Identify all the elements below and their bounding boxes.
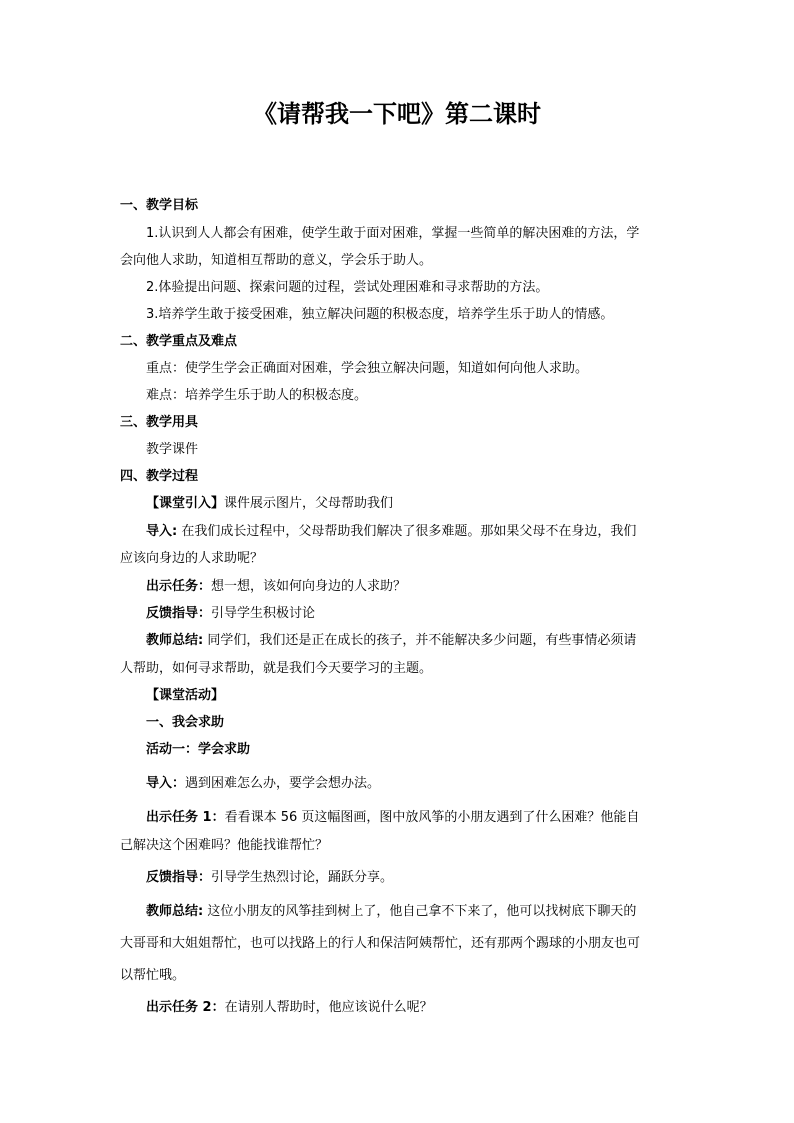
task2-text: 在请别人帮助时，他应该说什么呢？: [224, 1000, 433, 1015]
difficult-point: 难点：培养学生乐于助人的积极态度。: [146, 388, 368, 403]
goal-1: 1.认识到人人都会有困难，使学生敢于面对困难，掌握一些简单的解决困难的方法，学: [146, 226, 640, 241]
task1-cont: 己解决这个困难吗？他能找谁帮忙？: [120, 838, 329, 853]
feedback-line: [146, 602, 706, 621]
feedback2-label: 反馈指导：: [146, 870, 212, 885]
summary2-label: 教师总结:: [146, 904, 204, 919]
task-label: 出示任务：: [146, 579, 212, 594]
summary2-cont2: 以帮忙哦。: [120, 968, 186, 983]
lead2-label: 导入：: [146, 776, 186, 791]
section-heading-key-points: 二、教学重点及难点: [120, 334, 238, 349]
page-title: 《请帮我一下吧》第二课时: [253, 99, 541, 128]
intro-label: 【课堂引入】: [146, 496, 225, 511]
summary-text: 同学们，我们还是正在成长的孩子，并不能解决多少问题，有些事情必须请: [207, 633, 637, 648]
goal-3: 3.培养学生敢于接受困难，独立解决问题的积极态度，培养学生乐于助人的情感。: [146, 307, 614, 322]
task2-line: [146, 996, 706, 1015]
activity-heading: 【课堂活动】: [146, 688, 225, 703]
summary-cont: 人帮助，如何寻求帮助，就是我们今天要学习的主题。: [120, 661, 433, 676]
intro-line: [146, 492, 706, 511]
lead-text: 在我们成长过程中，父母帮助我们解决了很多难题。那如果父母不在身边，我们: [181, 524, 637, 539]
task-line: [146, 575, 706, 594]
activity-subheading: 一、我会求助: [146, 715, 225, 730]
feedback2-line: [146, 866, 706, 885]
summary-label: 教师总结:: [146, 633, 204, 648]
lead2-text: 遇到困难怎么办，要学会想办法。: [185, 776, 381, 791]
activity-one: 活动一：学会求助: [146, 742, 251, 757]
feedback-text: 引导学生积极讨论: [211, 606, 316, 621]
goal-2: 2.体验提出问题、探索问题的过程，尝试处理困难和寻求帮助的方法。: [146, 280, 549, 295]
section-heading-process: 四、教学过程: [120, 469, 199, 484]
summary2-line: [146, 900, 706, 919]
task-text: 想一想，该如何向身边的人求助？: [211, 579, 407, 594]
task1-text: 看看课本 56 页这幅图画，图中放风筝的小朋友遇到了什么困难？他能自: [224, 810, 640, 825]
intro-text: 课件展示图片，父母帮助我们: [224, 496, 394, 511]
feedback-label: 反馈指导：: [146, 606, 212, 621]
lead-line: [146, 520, 706, 539]
feedback2-text: 引导学生热烈讨论，踊跃分享。: [211, 870, 394, 885]
section-heading-goals: 一、教学目标: [120, 198, 199, 213]
summary2-text: 这位小朋友的风筝挂到树上了，他自己拿不下来了，他可以找树底下聊天的: [207, 904, 637, 919]
tools-text: 教学课件: [146, 442, 199, 457]
lead-label: 导入:: [146, 524, 178, 539]
summary2-cont1: 大哥哥和大姐姐帮忙，也可以找路上的行人和保洁阿姨帮忙，还有那两个踢球的小朋友也可: [120, 936, 641, 951]
section-heading-tools: 三、教学用具: [120, 415, 199, 430]
task1-line: [146, 806, 706, 825]
summary-line: [146, 629, 706, 648]
lead-cont: 应该向身边的人求助呢？: [120, 551, 264, 566]
lead2-line: [146, 772, 706, 791]
key-point: 重点：使学生学会正确面对困难，学会独立解决问题，知道如何向他人求助。: [146, 361, 589, 376]
task1-label: 出示任务 1：: [146, 810, 225, 825]
task2-label: 出示任务 2：: [146, 1000, 225, 1015]
goal-1-cont: 会向他人求助，知道相互帮助的意义，学会乐于助人。: [120, 253, 433, 268]
